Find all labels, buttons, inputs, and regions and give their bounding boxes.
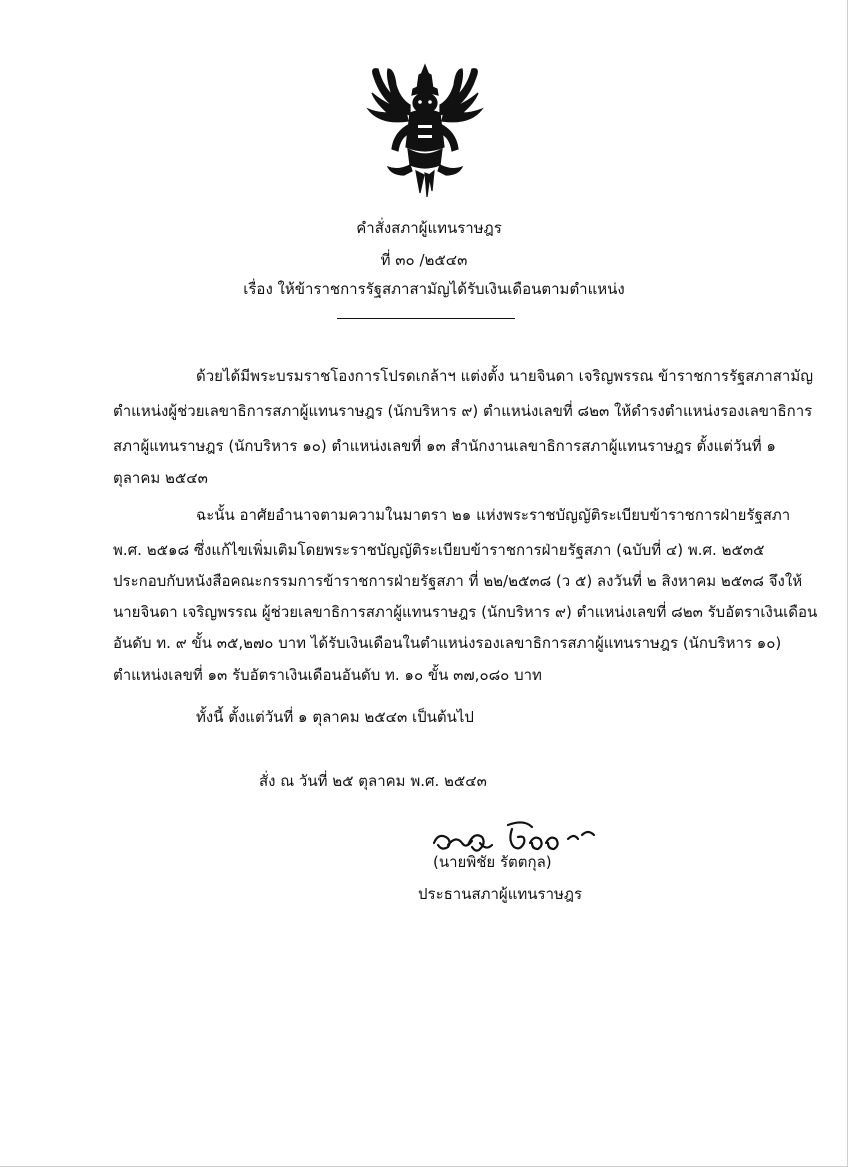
paragraph-2-line: ฉะนั้น อาศัยอำนาจตามความในมาตรา ๒๑ แห่งพระราชบัญญัติระเบียบข้าราชการฝ่ายรัฐสภา (196, 506, 791, 524)
paragraph-1-line: สภาผู้แทนราษฎร (นักบริหาร ๑๐) ตำแหน่งเลขที่ ๑๓ สำนักงานเลขาธิการสภาผู้แทนราษฎร ตั้งแต่วันที่ ๑ (113, 437, 776, 455)
paragraph-1-line: ตุลาคม ๒๕๔๓ (113, 469, 208, 487)
paragraph-1-line: ด้วยได้มีพระบรมราชโองการโปรดเกล้าฯ แต่งตั้ง นายจินดา เจริญพรรณ ข้าราชการรัฐสภาสามัญ (196, 367, 813, 385)
paragraph-2-line: พ.ศ. ๒๕๑๘ ซึ่งแก้ไขเพิ่มเติมโดยพระราชบัญญัติระเบียบข้าราชการฝ่ายรัฐสภา (ฉบับที่ ๔) พ.ศ. ๒๕๓๕ (113, 541, 765, 559)
garuda-emblem-icon (358, 55, 492, 203)
document-title: คำสั่งสภาผู้แทนราษฎร (356, 219, 502, 237)
header-divider (337, 318, 515, 319)
paragraph-2-line: อันดับ ท. ๙ ขั้น ๓๕,๒๗๐ บาท ได้รับเงินเดือนในตำแหน่งรองเลขาธิการสภาผู้แทนราษฎร (นักบริหาร ๑๐) (113, 634, 782, 652)
document-subject: เรื่อง ให้ข้าราชการรัฐสภาสามัญได้รับเงินเดือนตามตำแหน่ง (243, 280, 625, 298)
paragraph-1-line: ตำแหน่งผู้ช่วยเลขาธิการสภาผู้แทนราษฎร (นักบริหาร ๙) ตำแหน่งเลขที่ ๘๒๓ ให้ดำรงตำแหน่งรองเลขาธิการ (113, 402, 813, 420)
effective-date-text: ทั้งนี้ ตั้งแต่วันที่ ๑ ตุลาคม ๒๕๔๓ เป็นต้นไป (196, 708, 474, 726)
order-date: สั่ง ณ วันที่ ๒๕ ตุลาคม พ.ศ. ๒๕๔๓ (259, 772, 487, 790)
paragraph-2-line: นายจินดา เจริญพรรณ ผู้ช่วยเลขาธิการสภาผู้แทนราษฎร (นักบริหาร ๙) ตำแหน่งเลขที่ ๘๒๓ รับอัตราเงินเดือน (113, 603, 818, 621)
paragraph-2-line: ประกอบกับหนังสือคณะกรรมการข้าราชการฝ่ายรัฐสภา ที่ ๒๒/๒๕๓๘ (ว ๕) ลงวันที่ ๒ สิงหาคม ๒๕๓๘ จึงให้ (113, 572, 803, 590)
signatory-position: ประธานสภาผู้แทนราษฎร (418, 885, 583, 903)
paragraph-2-line: ตำแหน่งเลขที่ ๑๓ รับอัตราเงินเดือนอันดับ ท. ๑๐ ขั้น ๓๗,๐๘๐ บาท (113, 666, 542, 684)
document-number: ที่ ๓๐ /๒๕๔๓ (380, 251, 468, 269)
signatory-name: (นายพิชัย รัตตกุล) (433, 853, 552, 871)
